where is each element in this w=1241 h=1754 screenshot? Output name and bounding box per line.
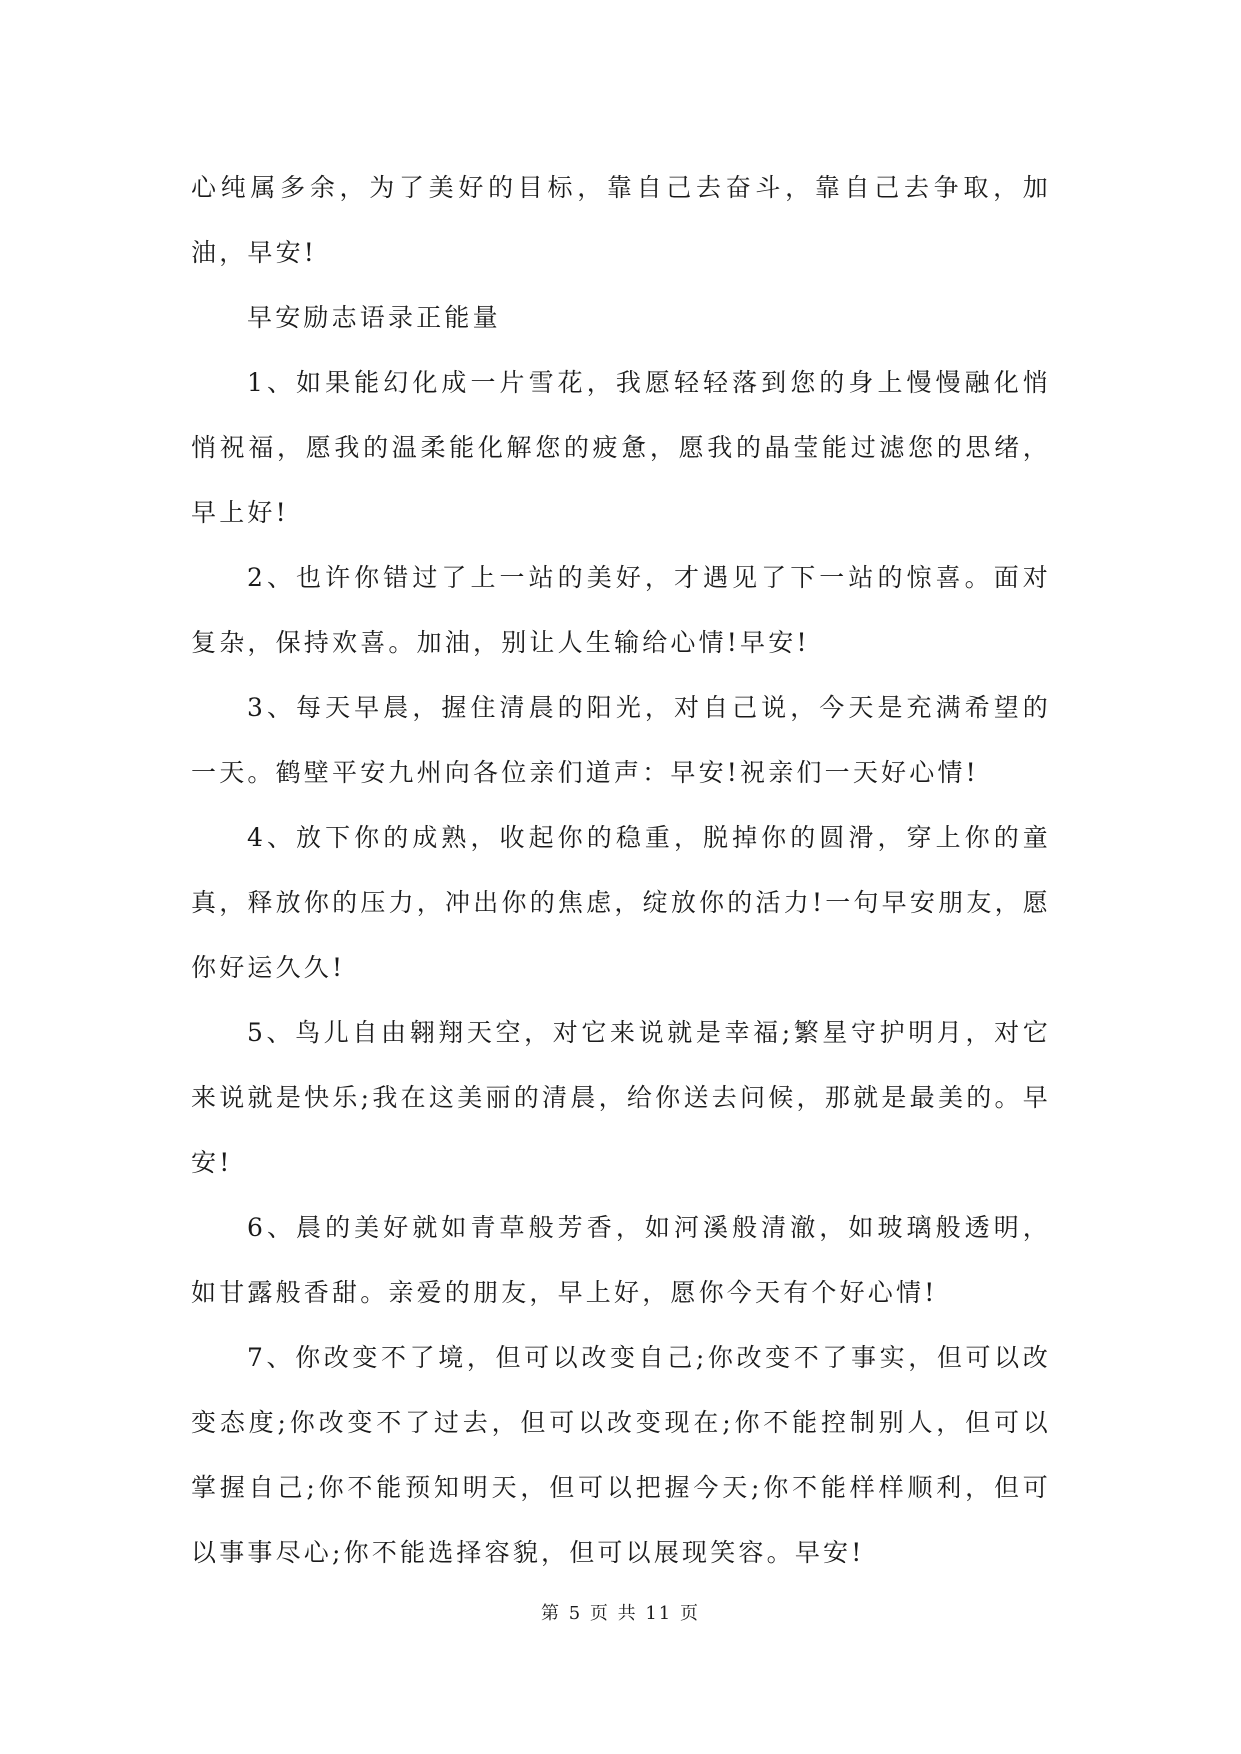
paragraph-item-3: 3、每天早晨，握住清晨的阳光，对自己说，今天是充满希望的一天。鹤壁平安九州向各位亲们道声：早安!祝亲们一天好心情!: [191, 693, 1051, 787]
paragraph-continuation: 心纯属多余，为了美好的目标，靠自己去奋斗，靠自己去争取，加油，早安!: [191, 173, 1051, 267]
paragraph-item-7: 7、你改变不了境，但可以改变自己;你改变不了事实，但可以改变态度;你改变不了过去，但可以改变现在;你不能控制别人，但可以掌握自己;你不能预知明天，但可以把握今天;你不能样样顺利，但可以事事尽心;你不能选择容貌，但可以展现笑容。早安!: [191, 1343, 1051, 1567]
document-body: [191, 155, 1051, 1585]
section-heading: 早安励志语录正能量: [247, 303, 501, 332]
page-number-footer: 第 5 页 共 11 页: [541, 1603, 700, 1624]
paragraph-item-1: 1、如果能幻化成一片雪花，我愿轻轻落到您的身上慢慢融化悄悄祝福，愿我的温柔能化解您的疲惫，愿我的晶莹能过滤您的思绪，早上好!: [191, 368, 1051, 527]
paragraph-item-4: 4、放下你的成熟，收起你的稳重，脱掉你的圆滑，穿上你的童真，释放你的压力，冲出你的焦虑，绽放你的活力!一句早安朋友，愿你好运久久!: [191, 823, 1051, 982]
paragraph-item-6: 6、晨的美好就如青草般芳香，如河溪般清澈，如玻璃般透明，如甘露般香甜。亲爱的朋友，早上好，愿你今天有个好心情!: [191, 1213, 1051, 1307]
paragraph-item-2: 2、也许你错过了上一站的美好，才遇见了下一站的惊喜。面对复杂，保持欢喜。加油，别让人生输给心情!早安!: [191, 563, 1051, 657]
paragraph-item-5: 5、鸟儿自由翱翔天空，对它来说就是幸福;繁星守护明月，对它来说就是快乐;我在这美丽的清晨，给你送去问候，那就是最美的。早安!: [191, 1018, 1051, 1177]
